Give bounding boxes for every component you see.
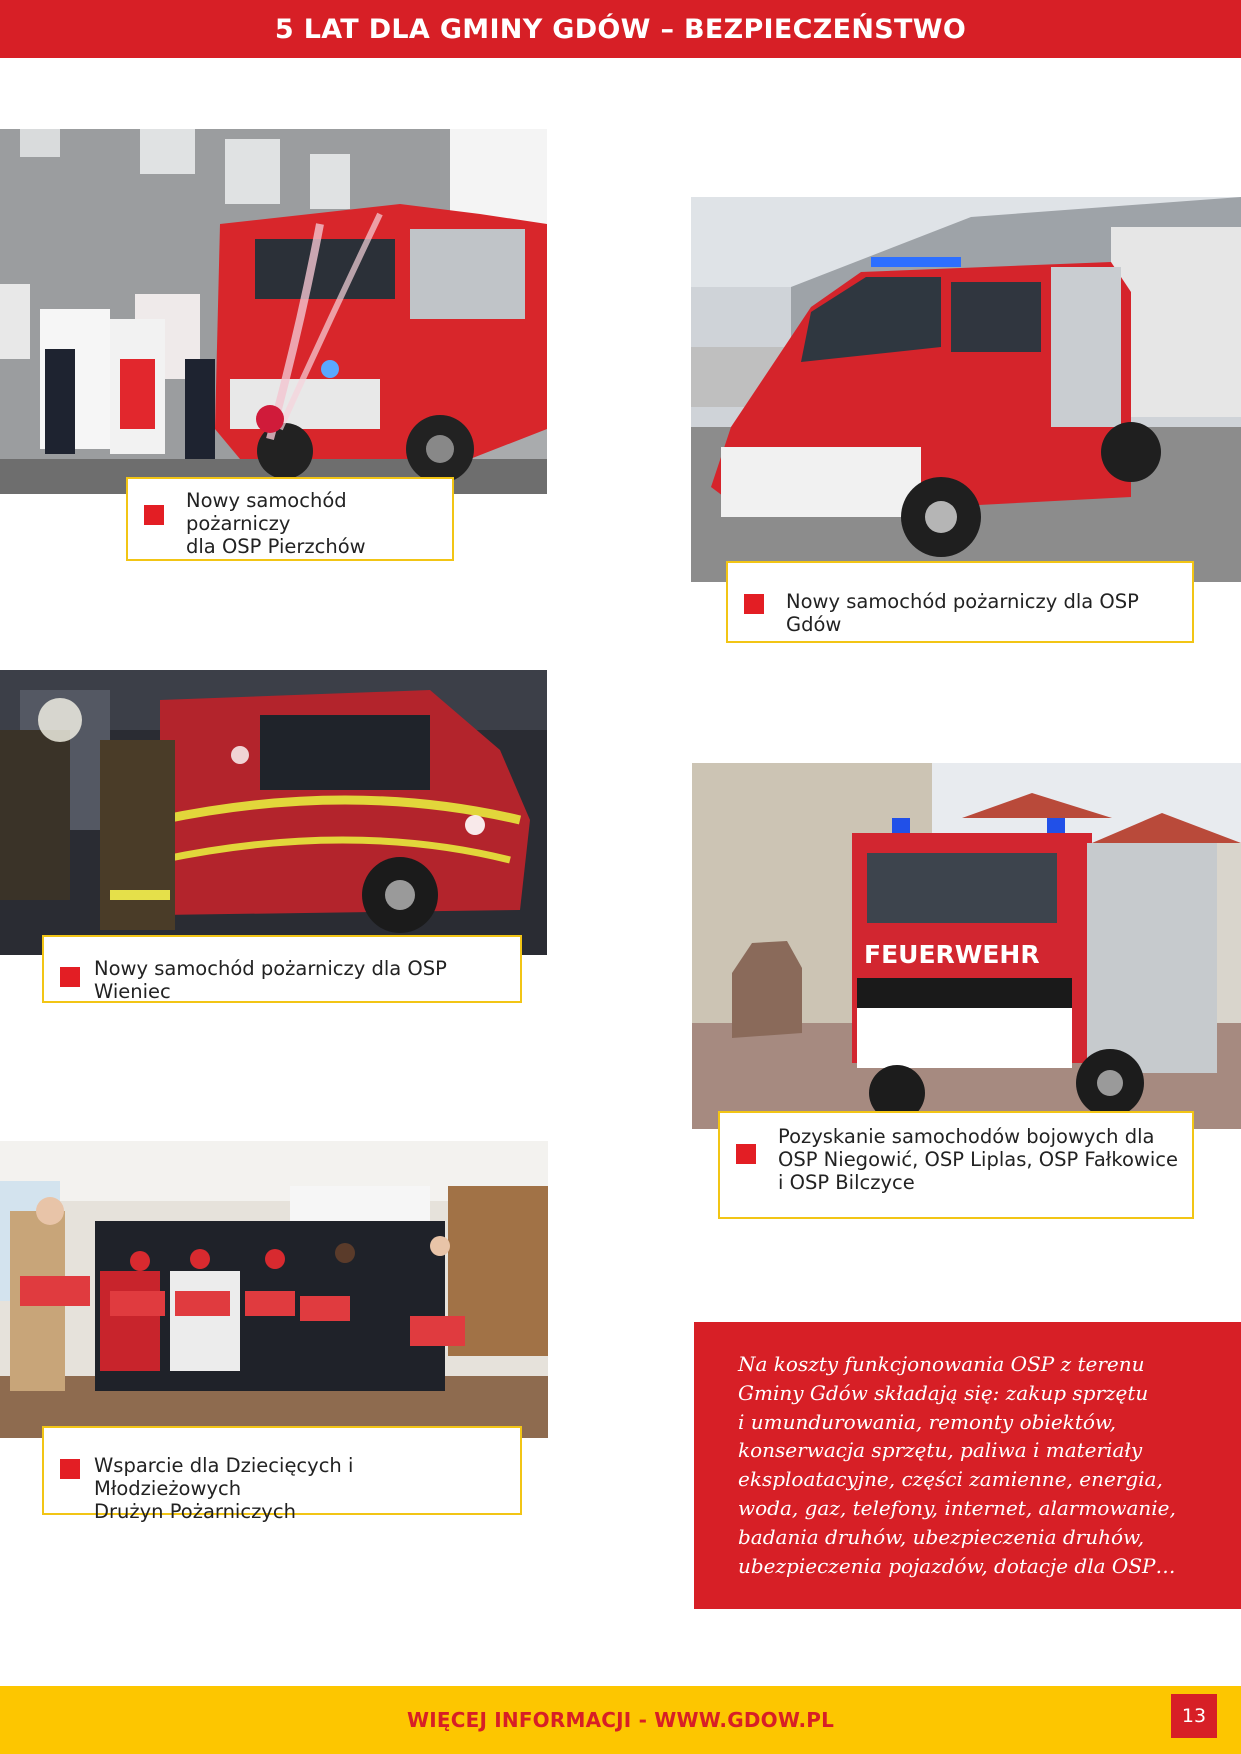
caption-pozyskanie (718, 1111, 1194, 1219)
caption-wieniec (42, 935, 522, 1003)
photo-feuerwehr-truck (692, 763, 1241, 1129)
info-line: badania druhów, ubezpieczenia druhów, (738, 1524, 1145, 1549)
caption-line: Wsparcie dla Dziecięcych i Młodzieżowych (94, 1454, 354, 1500)
caption-line: OSP Niegowić, OSP Liplas, OSP Fałkowice (778, 1148, 1178, 1171)
caption-line: Pozyskanie samochodów bojowych dla (778, 1125, 1155, 1148)
info-line: eksploatacyjne, części zamienne, energia, (738, 1467, 1163, 1492)
info-line: i umundurowania, remonty obiektów, (738, 1409, 1116, 1434)
info-line: ubezpieczenia pojazdów, dotacje dla OSP… (738, 1553, 1176, 1578)
caption-marker (60, 1459, 80, 1479)
photo-youth-brigades (0, 1141, 548, 1438)
info-line: Na koszty funkcjonowania OSP z terenu (738, 1352, 1145, 1376)
caption-line: Drużyn Pożarniczych (94, 1500, 296, 1523)
caption-line: Nowy samochód pożarniczy (186, 489, 347, 535)
info-line: konserwacja sprzętu, paliwa i materiały (738, 1438, 1143, 1463)
info-line: Gminy Gdów składają się: zakup sprzętu (738, 1380, 1149, 1405)
svg-text:FEUERWEHR: FEUERWEHR (864, 940, 1040, 969)
page-title (0, 0, 1241, 58)
caption-youth (42, 1426, 522, 1523)
caption-line: Nowy samochód pożarniczy dla OSP Wieniec (94, 957, 447, 1003)
footer (0, 1686, 1241, 1754)
caption-gdow (726, 561, 1194, 643)
caption-line: dla OSP Pierzchów (186, 535, 366, 558)
website-link[interactable]: WIĘCEJ INFORMACJI - WWW.GDOW.PL (406, 1708, 835, 1732)
info-box-osp-costs (694, 1322, 1241, 1609)
caption-pierzchow (126, 477, 454, 561)
photo-fire-van-gdow (691, 197, 1241, 582)
page-title-text: 5 LAT DLA GMINY GDÓW – BEZPIECZEŃSTWO (274, 13, 967, 45)
caption-line: i OSP Bilczyce (778, 1171, 915, 1194)
info-line: woda, gaz, telefony, internet, alarmowanie, (738, 1495, 1176, 1520)
photo-fire-truck-pierzchow (0, 129, 547, 494)
page-number: 13 (1171, 1694, 1217, 1738)
caption-line: Nowy samochód pożarniczy dla OSP Gdów (786, 590, 1139, 636)
caption-marker (60, 967, 80, 987)
photo-fire-van-wieniec (0, 670, 547, 955)
caption-marker (736, 1144, 756, 1164)
caption-marker (744, 594, 764, 614)
caption-marker (144, 505, 164, 525)
